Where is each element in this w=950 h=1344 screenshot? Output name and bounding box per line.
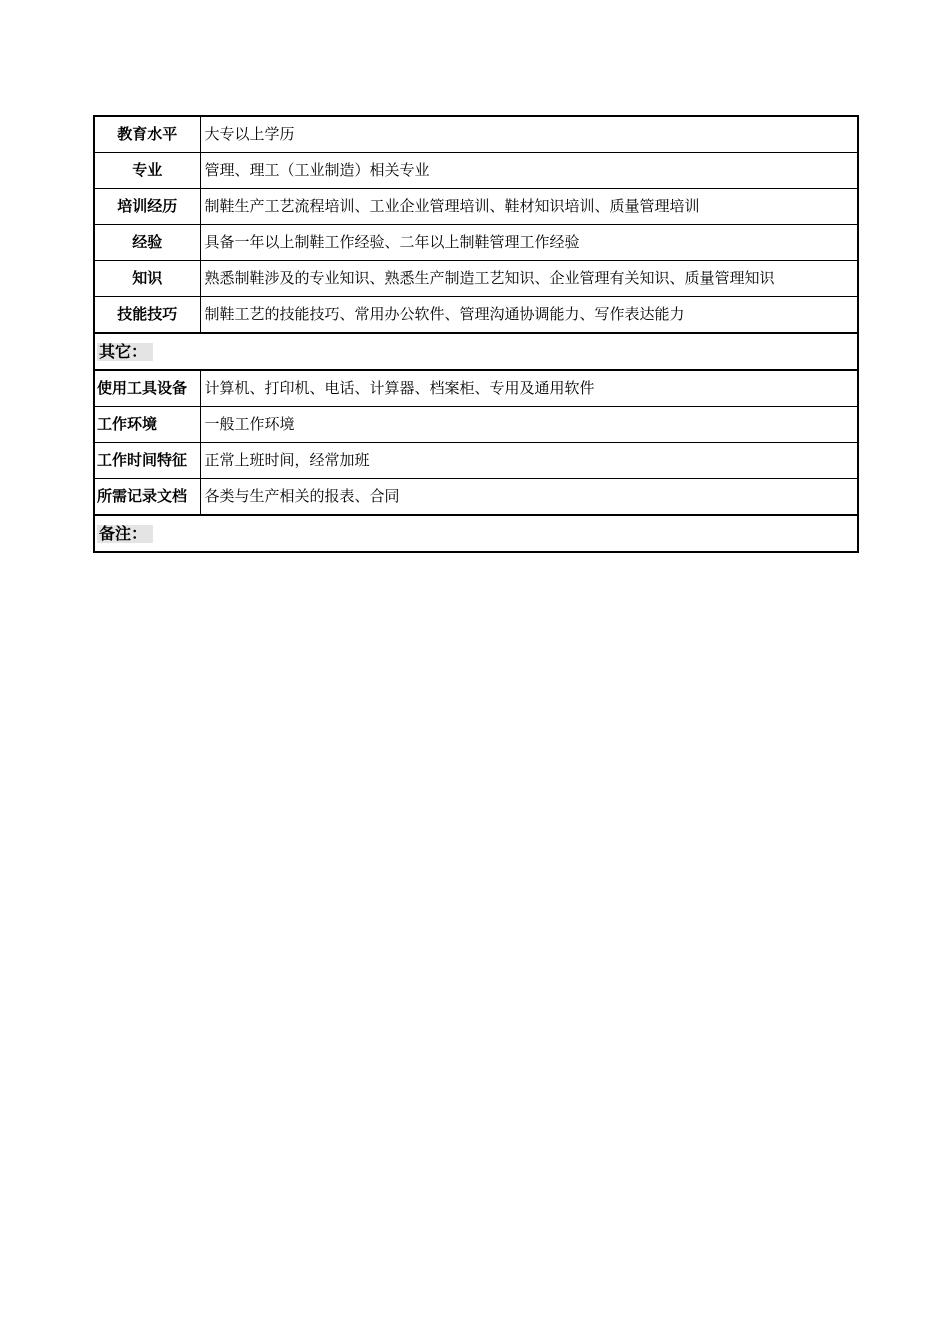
row-label: 教育水平 [94,116,200,153]
row-label: 经验 [94,225,200,261]
row-label: 所需记录文档 [94,479,200,516]
section-cell-remarks [94,515,858,552]
row-value: 制鞋生产工艺流程培训、工业企业管理培训、鞋材知识培训、质量管理培训 [200,189,858,225]
table-row-environment [94,407,858,443]
table-row-training [94,189,858,225]
row-label: 培训经历 [94,189,200,225]
table-row-knowledge [94,261,858,297]
table-row-tools [94,370,858,407]
row-value: 计算机、打印机、电话、计算器、档案柜、专用及通用软件 [200,370,858,407]
row-value: 正常上班时间，经常加班 [200,443,858,479]
table-row-documents [94,479,858,516]
section-title-other: 其它： [97,343,153,361]
row-label: 使用工具设备 [94,370,200,407]
row-value: 具备一年以上制鞋工作经验、二年以上制鞋管理工作经验 [200,225,858,261]
table-row-experience [94,225,858,261]
table-row-major [94,153,858,189]
row-value: 制鞋工艺的技能技巧、常用办公软件、管理沟通协调能力、写作表达能力 [200,297,858,334]
section-title-remarks: 备注： [97,525,153,543]
table-row-work-hours [94,443,858,479]
row-value: 各类与生产相关的报表、合同 [200,479,858,516]
row-label: 知识 [94,261,200,297]
row-label: 工作时间特征 [94,443,200,479]
row-value: 管理、理工（工业制造）相关专业 [200,153,858,189]
section-cell-other [94,333,858,370]
section-row-other [94,333,858,370]
job-description-table [93,115,859,553]
row-value: 熟悉制鞋涉及的专业知识、熟悉生产制造工艺知识、企业管理有关知识、质量管理知识 [200,261,858,297]
row-label: 技能技巧 [94,297,200,334]
table-row-education [94,116,858,153]
row-label: 工作环境 [94,407,200,443]
row-label: 专业 [94,153,200,189]
row-value: 一般工作环境 [200,407,858,443]
section-row-remarks [94,515,858,552]
table-row-skills [94,297,858,334]
row-value: 大专以上学历 [200,116,858,153]
